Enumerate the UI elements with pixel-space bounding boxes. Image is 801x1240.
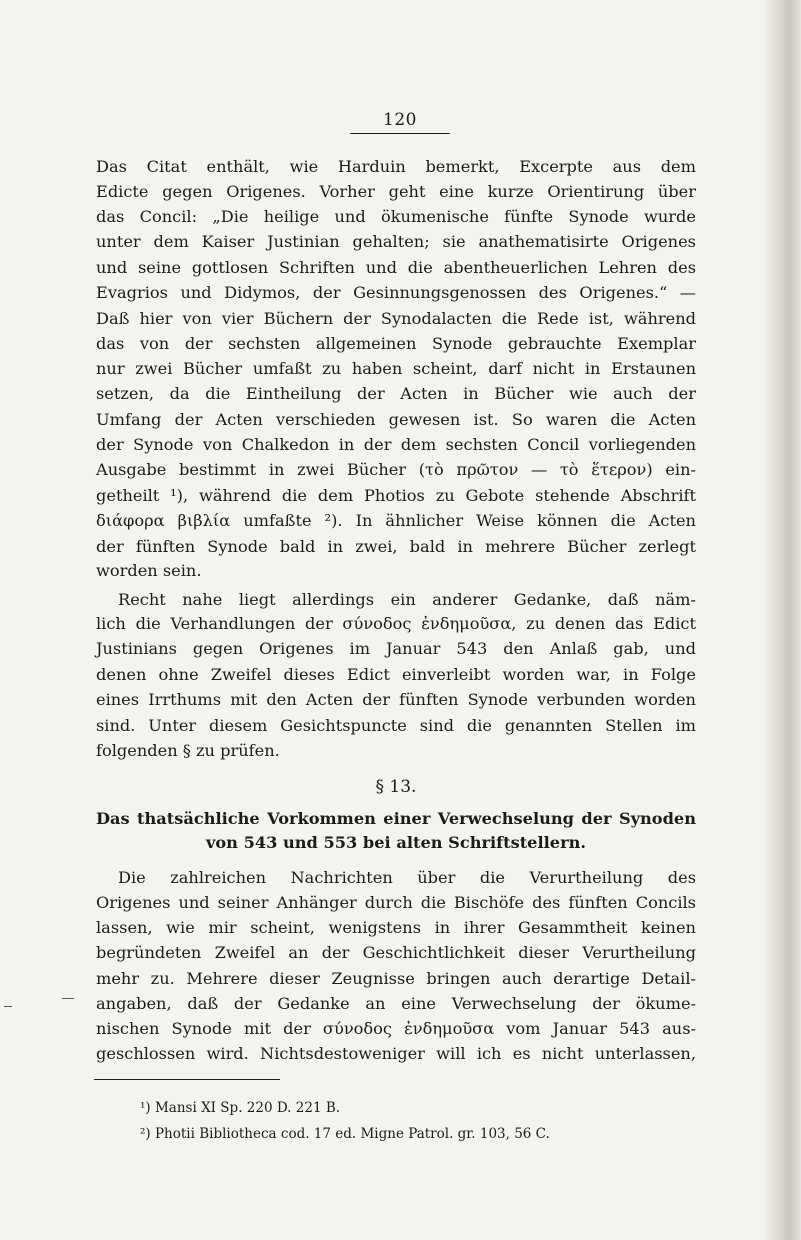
text-line: Origenes und seiner Anhänger durch die Bischöfe des fünften Concils — [96, 893, 696, 912]
text-line: Die zahlreichen Nachrichten über die Verurtheilung des — [118, 868, 696, 887]
text-line: διάφορα βιβλία umfaßte ²). In ähnlicher Weise können die Acten — [96, 511, 696, 530]
margin-mark — [4, 1006, 12, 1007]
page-number-rule — [350, 133, 450, 134]
text-line: das Concil: „Die heilige und ökumenische fünfte Synode wurde — [96, 207, 696, 226]
text-line: angaben, daß der Gedanke an eine Verwechselung der ökume- — [96, 994, 696, 1013]
text-line: der fünften Synode bald in zwei, bald in mehrere Bücher zerlegt — [96, 537, 696, 556]
text-line: begründeten Zweifel an der Geschichtlichkeit dieser Verurtheilung — [96, 943, 696, 962]
text-line: Umfang der Acten verschieden gewesen ist. So waren die Acten — [96, 410, 696, 429]
margin-mark — [62, 998, 74, 999]
text-line: setzen, da die Eintheilung der Acten in Bücher wie auch der — [96, 384, 696, 403]
section-heading-line-1: Das thatsächliche Vorkommen einer Verwechselung der Synoden — [96, 809, 696, 828]
text-line: Daß hier von vier Büchern der Synodalacten die Rede ist, während — [96, 309, 696, 328]
text-line: unter dem Kaiser Justinian gehalten; sie anathematisirte Origenes — [96, 232, 696, 251]
text-line: mehr zu. Mehrere dieser Zeugnisse bringen auch derartige Detail- — [96, 969, 696, 988]
page-number: 120 — [383, 110, 417, 130]
footnote-2: ²) Photii Bibliotheca cod. 17 ed. Migne Patrol. gr. 103, 56 C. — [140, 1126, 550, 1142]
section-number: § 13. — [375, 777, 417, 797]
text-line: geschlossen wird. Nichtsdestoweniger will ich es nicht unterlassen, — [96, 1044, 696, 1063]
text-line: Justinians gegen Origenes im Januar 543 den Anlaß gab, und — [96, 639, 696, 658]
text-line: der Synode von Chalkedon in der dem sechsten Concil vorliegenden — [96, 435, 696, 454]
text-line: das von der sechsten allgemeinen Synode gebrauchte Exemplar — [96, 334, 696, 353]
text-line: getheilt ¹), während die dem Photios zu Gebote stehende Abschrift — [96, 486, 696, 505]
text-line: Recht nahe liegt allerdings ein anderer Gedanke, daß näm- — [118, 590, 696, 609]
scan-edge-shadow — [763, 0, 801, 1240]
text-line: Evagrios und Didymos, der Gesinnungsgenossen des Origenes.“ — — [96, 283, 696, 302]
text-line: Das Citat enthält, wie Harduin bemerkt, Excerpte aus dem — [96, 157, 696, 176]
text-line: worden sein. — [96, 561, 202, 580]
text-line: denen ohne Zweifel dieses Edict einverleibt worden war, in Folge — [96, 665, 696, 684]
text-line: und seine gottlosen Schriften und die abentheuerlichen Lehren des — [96, 258, 696, 277]
text-line: folgenden § zu prüfen. — [96, 741, 280, 760]
footnote-rule — [94, 1079, 280, 1080]
text-line: nur zwei Bücher umfaßt zu haben scheint, darf nicht in Erstaunen — [96, 359, 696, 378]
section-heading-line-2: von 543 und 553 bei alten Schriftstellern. — [205, 833, 587, 852]
text-line: Ausgabe bestimmt in zwei Bücher (τὸ πρῶτον — τὸ ἕτερον) ein- — [96, 460, 696, 479]
text-line: nischen Synode mit der σύνοδος ἐνδημοῦσα vom Januar 543 aus- — [96, 1019, 696, 1038]
footnote-1: ¹) Mansi XI Sp. 220 D. 221 B. — [140, 1100, 341, 1116]
text-line: eines Irrthums mit den Acten der fünften Synode verbunden worden — [96, 690, 696, 709]
text-line: lich die Verhandlungen der σύνοδος ἐνδημοῦσα, zu denen das Edict — [96, 614, 696, 633]
text-line: lassen, wie mir scheint, wenigstens in ihrer Gesammtheit keinen — [96, 918, 696, 937]
text-line: Edicte gegen Origenes. Vorher geht eine kurze Orientirung über — [96, 182, 696, 201]
text-line: sind. Unter diesem Gesichtspuncte sind die genannten Stellen im — [96, 716, 696, 735]
